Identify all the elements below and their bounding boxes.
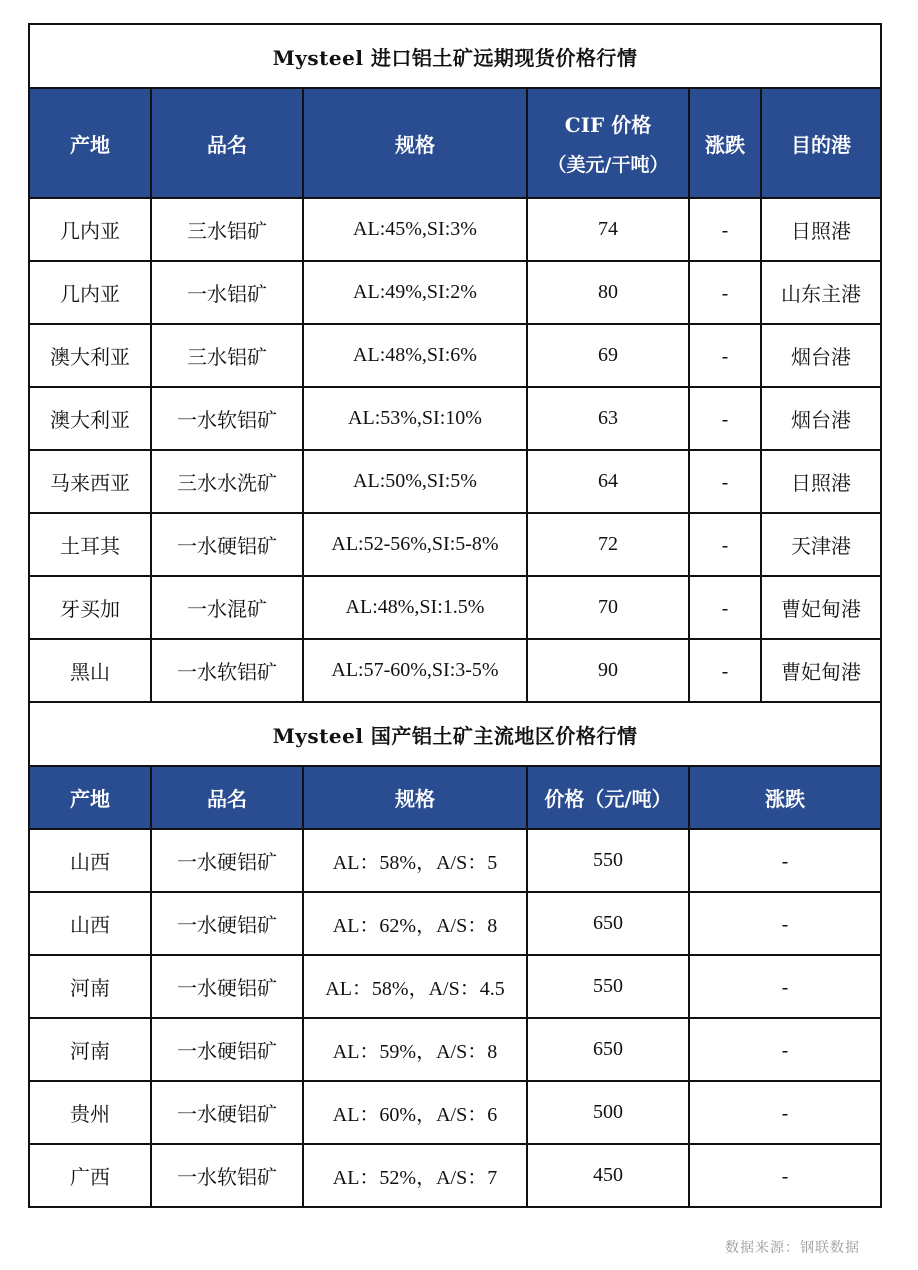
bauxite-price-table — [28, 23, 882, 1208]
cell-port: 日照港 — [761, 450, 881, 513]
header-port: 目的港 — [761, 88, 881, 198]
cell-origin: 山西 — [29, 829, 151, 892]
cell-origin: 马来西亚 — [29, 450, 151, 513]
cell-port: 日照港 — [761, 198, 881, 261]
cell-spec: AL:57-60%,SI:3-5% — [303, 639, 527, 702]
cell-change: - — [689, 892, 881, 955]
table-row — [29, 829, 881, 892]
cell-product: 一水软铝矿 — [151, 387, 303, 450]
cell-port: 烟台港 — [761, 324, 881, 387]
header-change: 涨跌 — [689, 766, 881, 829]
cell-price: 63 — [527, 387, 689, 450]
header-price-line1: CIF 价格 — [564, 113, 652, 137]
price-report — [28, 23, 880, 1208]
cell-change: - — [689, 829, 881, 892]
cell-origin: 河南 — [29, 955, 151, 1018]
cell-change: - — [689, 1018, 881, 1081]
header-product: 品名 — [151, 766, 303, 829]
cell-change: - — [689, 1081, 881, 1144]
cell-spec: AL:50%,SI:5% — [303, 450, 527, 513]
header-spec: 规格 — [303, 88, 527, 198]
cell-spec: AL：58%，A/S：4.5 — [303, 955, 527, 1018]
cell-spec: AL:49%,SI:2% — [303, 261, 527, 324]
table-row — [29, 1018, 881, 1081]
cell-price: 80 — [527, 261, 689, 324]
cell-change: - — [689, 261, 761, 324]
table-row — [29, 1144, 881, 1207]
table-row — [29, 1081, 881, 1144]
cell-product: 一水混矿 — [151, 576, 303, 639]
cell-origin: 几内亚 — [29, 198, 151, 261]
header-price: 价格（元/吨） — [527, 766, 689, 829]
header-product: 品名 — [151, 88, 303, 198]
domestic-title-row — [29, 702, 881, 766]
import-section-title: Mysteel 进口铝土矿远期现货价格行情 — [29, 24, 881, 88]
cell-change: - — [689, 387, 761, 450]
table-row — [29, 576, 881, 639]
cell-product: 一水软铝矿 — [151, 1144, 303, 1207]
cell-product: 一水硬铝矿 — [151, 1018, 303, 1081]
cell-origin: 广西 — [29, 1144, 151, 1207]
import-header-row — [29, 88, 881, 198]
table-row — [29, 639, 881, 702]
table-row — [29, 955, 881, 1018]
cell-change: - — [689, 1144, 881, 1207]
cell-price: 650 — [527, 892, 689, 955]
cell-port: 曹妃甸港 — [761, 639, 881, 702]
cell-product: 三水水洗矿 — [151, 450, 303, 513]
table-row — [29, 198, 881, 261]
cell-product: 一水硬铝矿 — [151, 1081, 303, 1144]
cell-origin: 黑山 — [29, 639, 151, 702]
cell-change: - — [689, 450, 761, 513]
cell-port: 山东主港 — [761, 261, 881, 324]
cell-origin: 山西 — [29, 892, 151, 955]
cell-price: 550 — [527, 955, 689, 1018]
cell-change: - — [689, 639, 761, 702]
cell-port: 烟台港 — [761, 387, 881, 450]
table-row — [29, 261, 881, 324]
data-source-note: 数据来源：钢联数据 — [725, 1240, 860, 1256]
cell-origin: 河南 — [29, 1018, 151, 1081]
cell-price: 550 — [527, 829, 689, 892]
import-title-row — [29, 24, 881, 88]
cell-product: 三水铝矿 — [151, 198, 303, 261]
cell-port: 天津港 — [761, 513, 881, 576]
header-cif-price — [527, 88, 689, 198]
cell-product: 一水铝矿 — [151, 261, 303, 324]
cell-port: 曹妃甸港 — [761, 576, 881, 639]
cell-spec: AL:45%,SI:3% — [303, 198, 527, 261]
domestic-section-title: Mysteel 国产铝土矿主流地区价格行情 — [29, 702, 881, 766]
cell-price: 70 — [527, 576, 689, 639]
cell-product: 一水硬铝矿 — [151, 955, 303, 1018]
cell-product: 一水软铝矿 — [151, 639, 303, 702]
cell-spec: AL:52-56%,SI:5-8% — [303, 513, 527, 576]
cell-price: 72 — [527, 513, 689, 576]
cell-product: 一水硬铝矿 — [151, 829, 303, 892]
cell-origin: 澳大利亚 — [29, 387, 151, 450]
cell-price: 450 — [527, 1144, 689, 1207]
cell-change: - — [689, 198, 761, 261]
cell-spec: AL:53%,SI:10% — [303, 387, 527, 450]
header-origin: 产地 — [29, 766, 151, 829]
table-row — [29, 387, 881, 450]
cell-origin: 贵州 — [29, 1081, 151, 1144]
cell-spec: AL:48%,SI:6% — [303, 324, 527, 387]
cell-spec: AL：62%，A/S：8 — [303, 892, 527, 955]
cell-spec: AL：59%，A/S：8 — [303, 1018, 527, 1081]
cell-spec: AL:48%,SI:1.5% — [303, 576, 527, 639]
cell-change: - — [689, 324, 761, 387]
cell-product: 三水铝矿 — [151, 324, 303, 387]
cell-price: 69 — [527, 324, 689, 387]
table-row — [29, 513, 881, 576]
cell-price: 500 — [527, 1081, 689, 1144]
header-price-line2: （美元/干吨） — [547, 154, 669, 176]
cell-price: 64 — [527, 450, 689, 513]
cell-product: 一水硬铝矿 — [151, 892, 303, 955]
cell-origin: 澳大利亚 — [29, 324, 151, 387]
cell-price: 650 — [527, 1018, 689, 1081]
table-row — [29, 324, 881, 387]
header-origin: 产地 — [29, 88, 151, 198]
cell-price: 74 — [527, 198, 689, 261]
table-row — [29, 450, 881, 513]
cell-change: - — [689, 955, 881, 1018]
cell-origin: 几内亚 — [29, 261, 151, 324]
header-change: 涨跌 — [689, 88, 761, 198]
cell-spec: AL：52%，A/S：7 — [303, 1144, 527, 1207]
header-spec: 规格 — [303, 766, 527, 829]
cell-origin: 牙买加 — [29, 576, 151, 639]
cell-spec: AL：60%，A/S：6 — [303, 1081, 527, 1144]
cell-spec: AL：58%，A/S：5 — [303, 829, 527, 892]
cell-price: 90 — [527, 639, 689, 702]
cell-change: - — [689, 513, 761, 576]
cell-product: 一水硬铝矿 — [151, 513, 303, 576]
table-row — [29, 892, 881, 955]
cell-change: - — [689, 576, 761, 639]
cell-origin: 土耳其 — [29, 513, 151, 576]
domestic-header-row — [29, 766, 881, 829]
